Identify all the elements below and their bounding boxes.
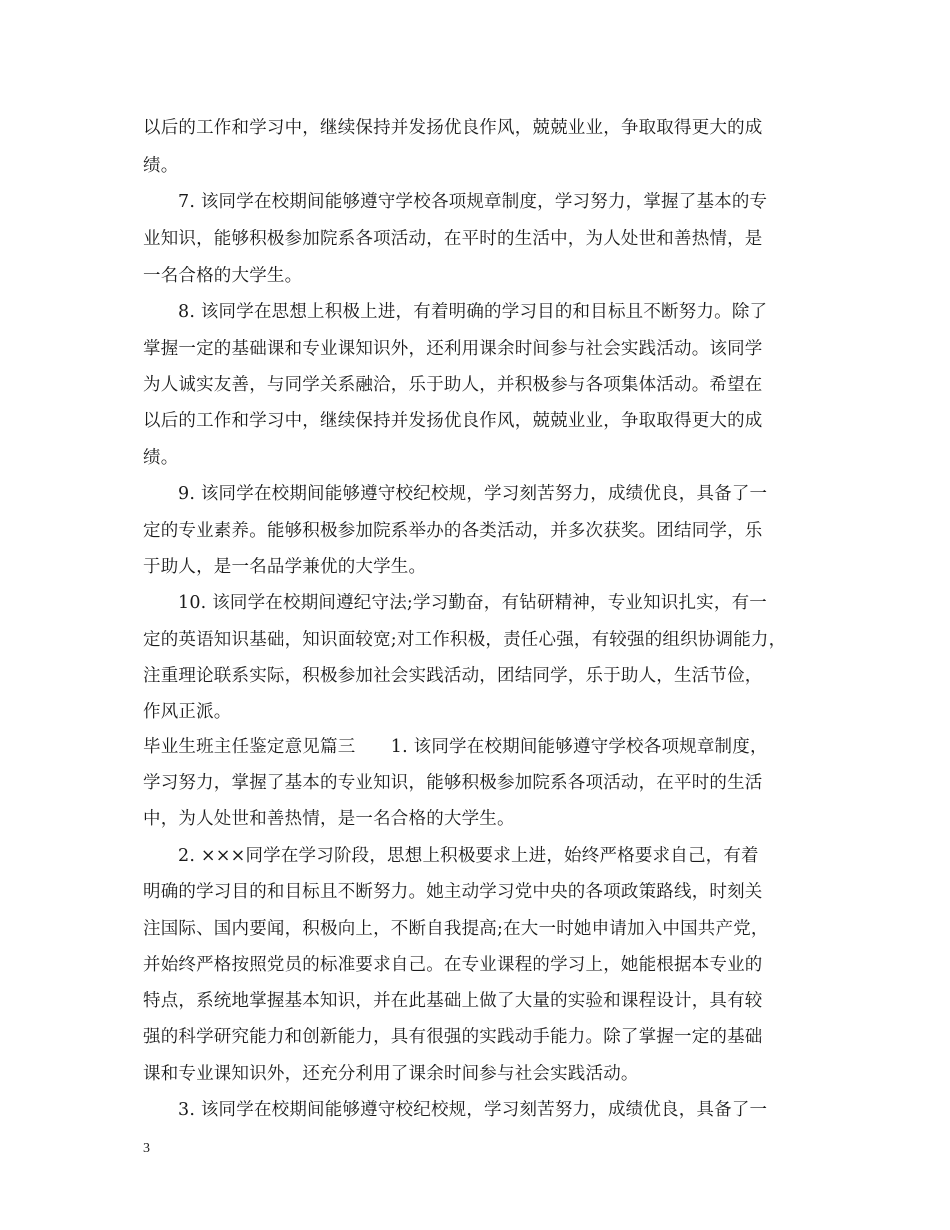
text-line: 9. 该同学在校期间能够遵守校纪校规，学习刻苦努力，成绩优良，具备了一 — [178, 484, 768, 504]
text-line: 强的科学研究能力和创新能力，具有很强的实践动手能力。除了掌握一定的基础 — [143, 1027, 763, 1047]
text-line: 为人诚实友善，与同学关系融洽，乐于助人，并积极参与各项集体活动。希望在 — [143, 375, 763, 395]
text-line: 作风正派。 — [143, 702, 232, 722]
text-line: 注重理论联系实际，积极参加社会实践活动，团结同学，乐于助人，生活节俭， — [143, 666, 763, 686]
text-line: 毕业生班主任鉴定意见篇三 1. 该同学在校期间能够遵守学校各项规章制度， — [143, 737, 768, 757]
text-line: 10. 该同学在校期间遵纪守法;学习勤奋，有钻研精神，专业知识扎实，有一 — [178, 593, 767, 613]
text-line: 绩。 — [143, 156, 179, 176]
text-line: 掌握一定的基础课和专业课知识外，还利用课余时间参与社会实践活动。该同学 — [143, 339, 763, 359]
text-line: 并始终严格按照党员的标准要求自己。在专业课程的学习上，她能根据本专业的 — [143, 955, 763, 975]
text-line: 一名合格的大学生。 — [143, 266, 303, 286]
text-line: 8. 该同学在思想上积极上进，有着明确的学习目的和目标且不断努力。除了 — [178, 302, 768, 322]
text-line: 明确的学习目的和目标且不断努力。她主动学习党中央的各项政策路线，时刻关 — [143, 882, 763, 902]
text-line: 中，为人处世和善热情，是一名合格的大学生。 — [143, 809, 515, 829]
text-line: 绩。 — [143, 448, 179, 468]
text-line: 于助人，是一名品学兼优的大学生。 — [143, 557, 427, 577]
text-line: 7. 该同学在校期间能够遵守学校各项规章制度，学习努力，掌握了基本的专 — [178, 192, 768, 212]
page-number: 3 — [143, 1141, 150, 1156]
text-line: 以后的工作和学习中，继续保持并发扬优良作风，兢兢业业，争取取得更大的成 — [143, 411, 763, 431]
text-line: 定的英语知识基础，知识面较宽;对工作积极，责任心强，有较强的组织协调能力， — [143, 630, 787, 650]
text-line: 注国际、国内要闻，积极向上，不断自我提高;在大一时她申请加入中国共产党， — [143, 919, 769, 939]
text-line: 定的专业素养。能够积极参加院系举办的各类活动，并多次获奖。团结同学，乐 — [143, 521, 763, 541]
text-line: 业知识，能够积极参加院系各项活动，在平时的生活中，为人处世和善热情，是 — [143, 229, 763, 249]
text-line: 2. ×××同学在学习阶段，思想上积极要求上进，始终严格要求自己，有着 — [178, 846, 759, 866]
text-line: 学习努力，掌握了基本的专业知识，能够积极参加院系各项活动，在平时的生活 — [143, 773, 763, 793]
text-line: 3. 该同学在校期间能够遵守校纪校规，学习刻苦努力，成绩优良，具备了一 — [178, 1100, 768, 1120]
text-line: 课和专业课知识外，还充分利用了课余时间参与社会实践活动。 — [143, 1064, 639, 1084]
text-line: 以后的工作和学习中，继续保持并发扬优良作风，兢兢业业，争取取得更大的成 — [143, 118, 763, 138]
text-line: 特点，系统地掌握基本知识，并在此基础上做了大量的实验和课程设计，具有较 — [143, 991, 763, 1011]
